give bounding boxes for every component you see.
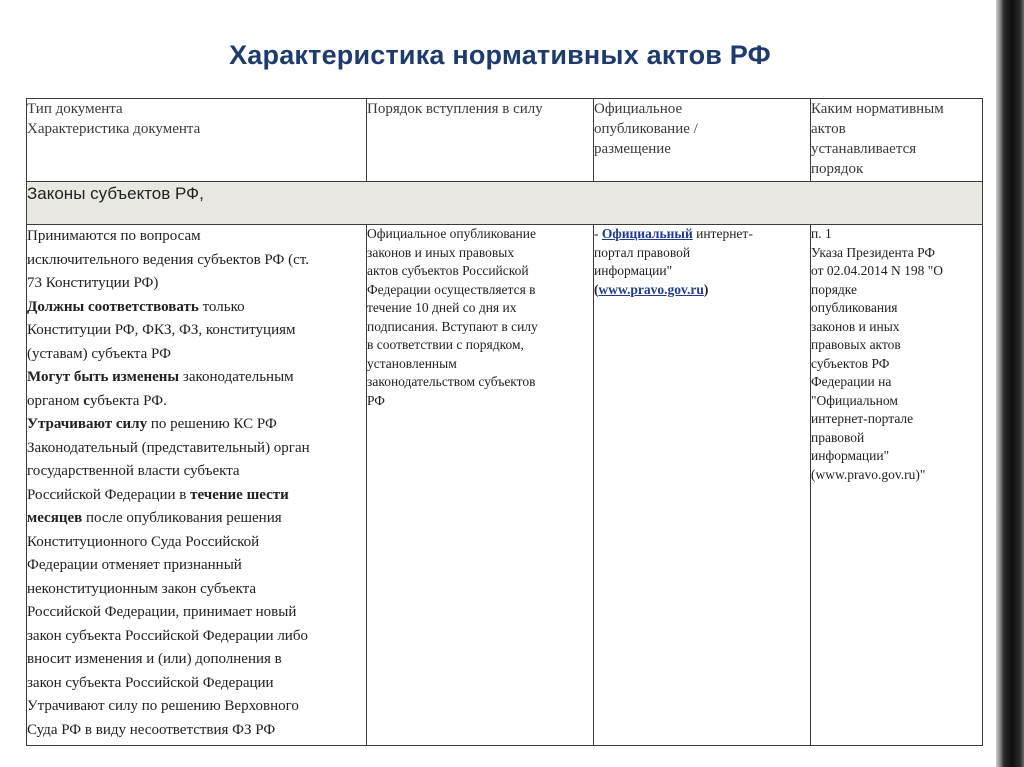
text-line: Указа Президента РФ bbox=[811, 244, 936, 260]
text-line: Федерации осуществляется в bbox=[367, 281, 536, 297]
text-line: Федерации на bbox=[811, 374, 892, 389]
text-line: портал правовой bbox=[594, 244, 691, 260]
text-line: 73 Конституции РФ) bbox=[27, 275, 159, 291]
cell-regulating-acts bbox=[811, 225, 983, 746]
text-run: органом bbox=[27, 392, 84, 409]
pravo-gov-link[interactable]: www.pravo.gov.ru bbox=[598, 281, 704, 297]
header-text: устанавливается bbox=[811, 141, 917, 157]
text-run: Российской Федерации в bbox=[27, 486, 191, 503]
text-line: Российской Федерации, принимает новый bbox=[27, 604, 297, 620]
cell-entry-into-force bbox=[367, 225, 594, 746]
text-run: интернет- bbox=[692, 226, 753, 241]
content-row bbox=[27, 225, 983, 746]
text-line: законов и иных правовых bbox=[367, 244, 515, 260]
text-line: интернет-портале bbox=[811, 411, 914, 426]
text-line: субъектов РФ bbox=[811, 355, 890, 371]
page-edge-shadow bbox=[996, 0, 1024, 767]
cell-characteristics bbox=[27, 225, 367, 746]
text-line: актов субъектов Российской bbox=[367, 263, 529, 278]
bold-text: Утрачивают силу bbox=[27, 416, 148, 432]
text-line bbox=[594, 281, 810, 300]
text-line: Суда РФ в виду несоответствия ФЗ РФ bbox=[27, 721, 276, 738]
bold-text: ( bbox=[594, 281, 599, 297]
bold-text: течение шести bbox=[190, 486, 289, 503]
text-line: Утрачивают силу по решению Верховного bbox=[27, 698, 299, 714]
text-line: "Официальном bbox=[811, 392, 898, 408]
bold-text: с bbox=[83, 392, 90, 409]
text-run: законодательным bbox=[179, 369, 294, 385]
header-text: порядок bbox=[811, 161, 864, 177]
acts-table bbox=[26, 98, 983, 746]
page-title: Характеристика нормативных актов РФ bbox=[229, 40, 771, 70]
header-cell-publication bbox=[594, 99, 811, 182]
text-line: (www.pravo.gov.ru)" bbox=[811, 466, 926, 482]
header-text: Порядок вступления в силу bbox=[367, 101, 543, 117]
text-line: в соответствии с порядком, bbox=[367, 337, 524, 352]
text-line: закон субъекта Российской Федерации bbox=[27, 674, 274, 691]
text-line bbox=[27, 390, 366, 414]
text-line: вносит изменения и (или) дополнения в bbox=[27, 651, 282, 667]
cell-publication bbox=[594, 225, 811, 746]
text-line: РФ bbox=[367, 392, 385, 408]
text-line: Конституции РФ, ФКЗ, ФЗ, конституциям bbox=[27, 322, 296, 338]
text-line: Федерации отменяет признанный bbox=[27, 557, 242, 573]
text-line: опубликования bbox=[811, 300, 898, 315]
header-cell-doc-type bbox=[27, 99, 367, 182]
text-line: правовых актов bbox=[811, 337, 901, 352]
header-text: Официальное bbox=[594, 101, 683, 117]
text-line: информации" bbox=[811, 448, 890, 463]
bold-text: месяцев bbox=[27, 510, 83, 526]
header-text: Каким нормативным bbox=[811, 101, 944, 117]
bold-text: Должны соответствовать bbox=[27, 298, 199, 315]
text-line: государственной власти субъекта bbox=[27, 463, 240, 479]
text-line bbox=[27, 484, 366, 508]
text-line bbox=[27, 296, 366, 320]
header-row bbox=[27, 99, 983, 182]
text-run: после опубликования решения bbox=[82, 510, 282, 526]
text-line: (уставам) субъекта РФ bbox=[27, 345, 171, 362]
text-line: неконституционным закон субъекта bbox=[27, 580, 257, 597]
header-cell-entry-into-force bbox=[367, 99, 594, 182]
text-line: Принимаются по вопросам bbox=[27, 228, 201, 244]
text-run: убъекта РФ. bbox=[89, 392, 167, 409]
text-line: подписания. Вступают в силу bbox=[367, 318, 538, 334]
text-run: только bbox=[198, 298, 245, 315]
text-line: порядке bbox=[811, 281, 858, 297]
header-cell-regulating-acts bbox=[811, 99, 983, 182]
text-line: законов и иных bbox=[811, 318, 900, 334]
text-line: закон субъекта Российской Федерации либо bbox=[27, 627, 308, 644]
text-line: п. 1 bbox=[811, 226, 832, 241]
bold-text: ) bbox=[703, 281, 709, 297]
section-cell bbox=[27, 182, 983, 225]
text-line: информации" bbox=[594, 263, 673, 278]
text-run: по решению КС РФ bbox=[147, 416, 277, 432]
text-line bbox=[27, 366, 366, 390]
header-text: размещение bbox=[594, 141, 671, 157]
text-line: течение 10 дней со дня их bbox=[367, 300, 517, 315]
text-line: Конституционного Суда Российской bbox=[27, 533, 260, 550]
header-text: Тип документа bbox=[27, 101, 123, 117]
text-line: установленным bbox=[367, 355, 457, 371]
header-text: Характеристика документа bbox=[27, 121, 201, 137]
header-text: опубликование / bbox=[594, 121, 698, 137]
text-line: от 02.04.2014 N 198 "О bbox=[811, 263, 943, 278]
text-line bbox=[27, 507, 366, 531]
text-line bbox=[27, 413, 366, 437]
text-line: законодательством субъектов bbox=[367, 374, 536, 389]
section-title: Законы субъектов РФ, bbox=[27, 184, 204, 203]
header-text: актов bbox=[811, 121, 846, 137]
text-run: - bbox=[594, 226, 602, 241]
text-line: Официальное опубликование bbox=[367, 226, 536, 241]
text-line: исключительного ведения субъектов РФ (ст. bbox=[27, 251, 309, 268]
text-line: правовой bbox=[811, 429, 865, 445]
section-row bbox=[27, 182, 983, 225]
official-link[interactable]: Официальный bbox=[601, 226, 693, 241]
bold-text: Могут быть изменены bbox=[27, 369, 180, 385]
text-line bbox=[594, 225, 810, 244]
text-line: Законодательный (представительный) орган bbox=[27, 439, 310, 456]
